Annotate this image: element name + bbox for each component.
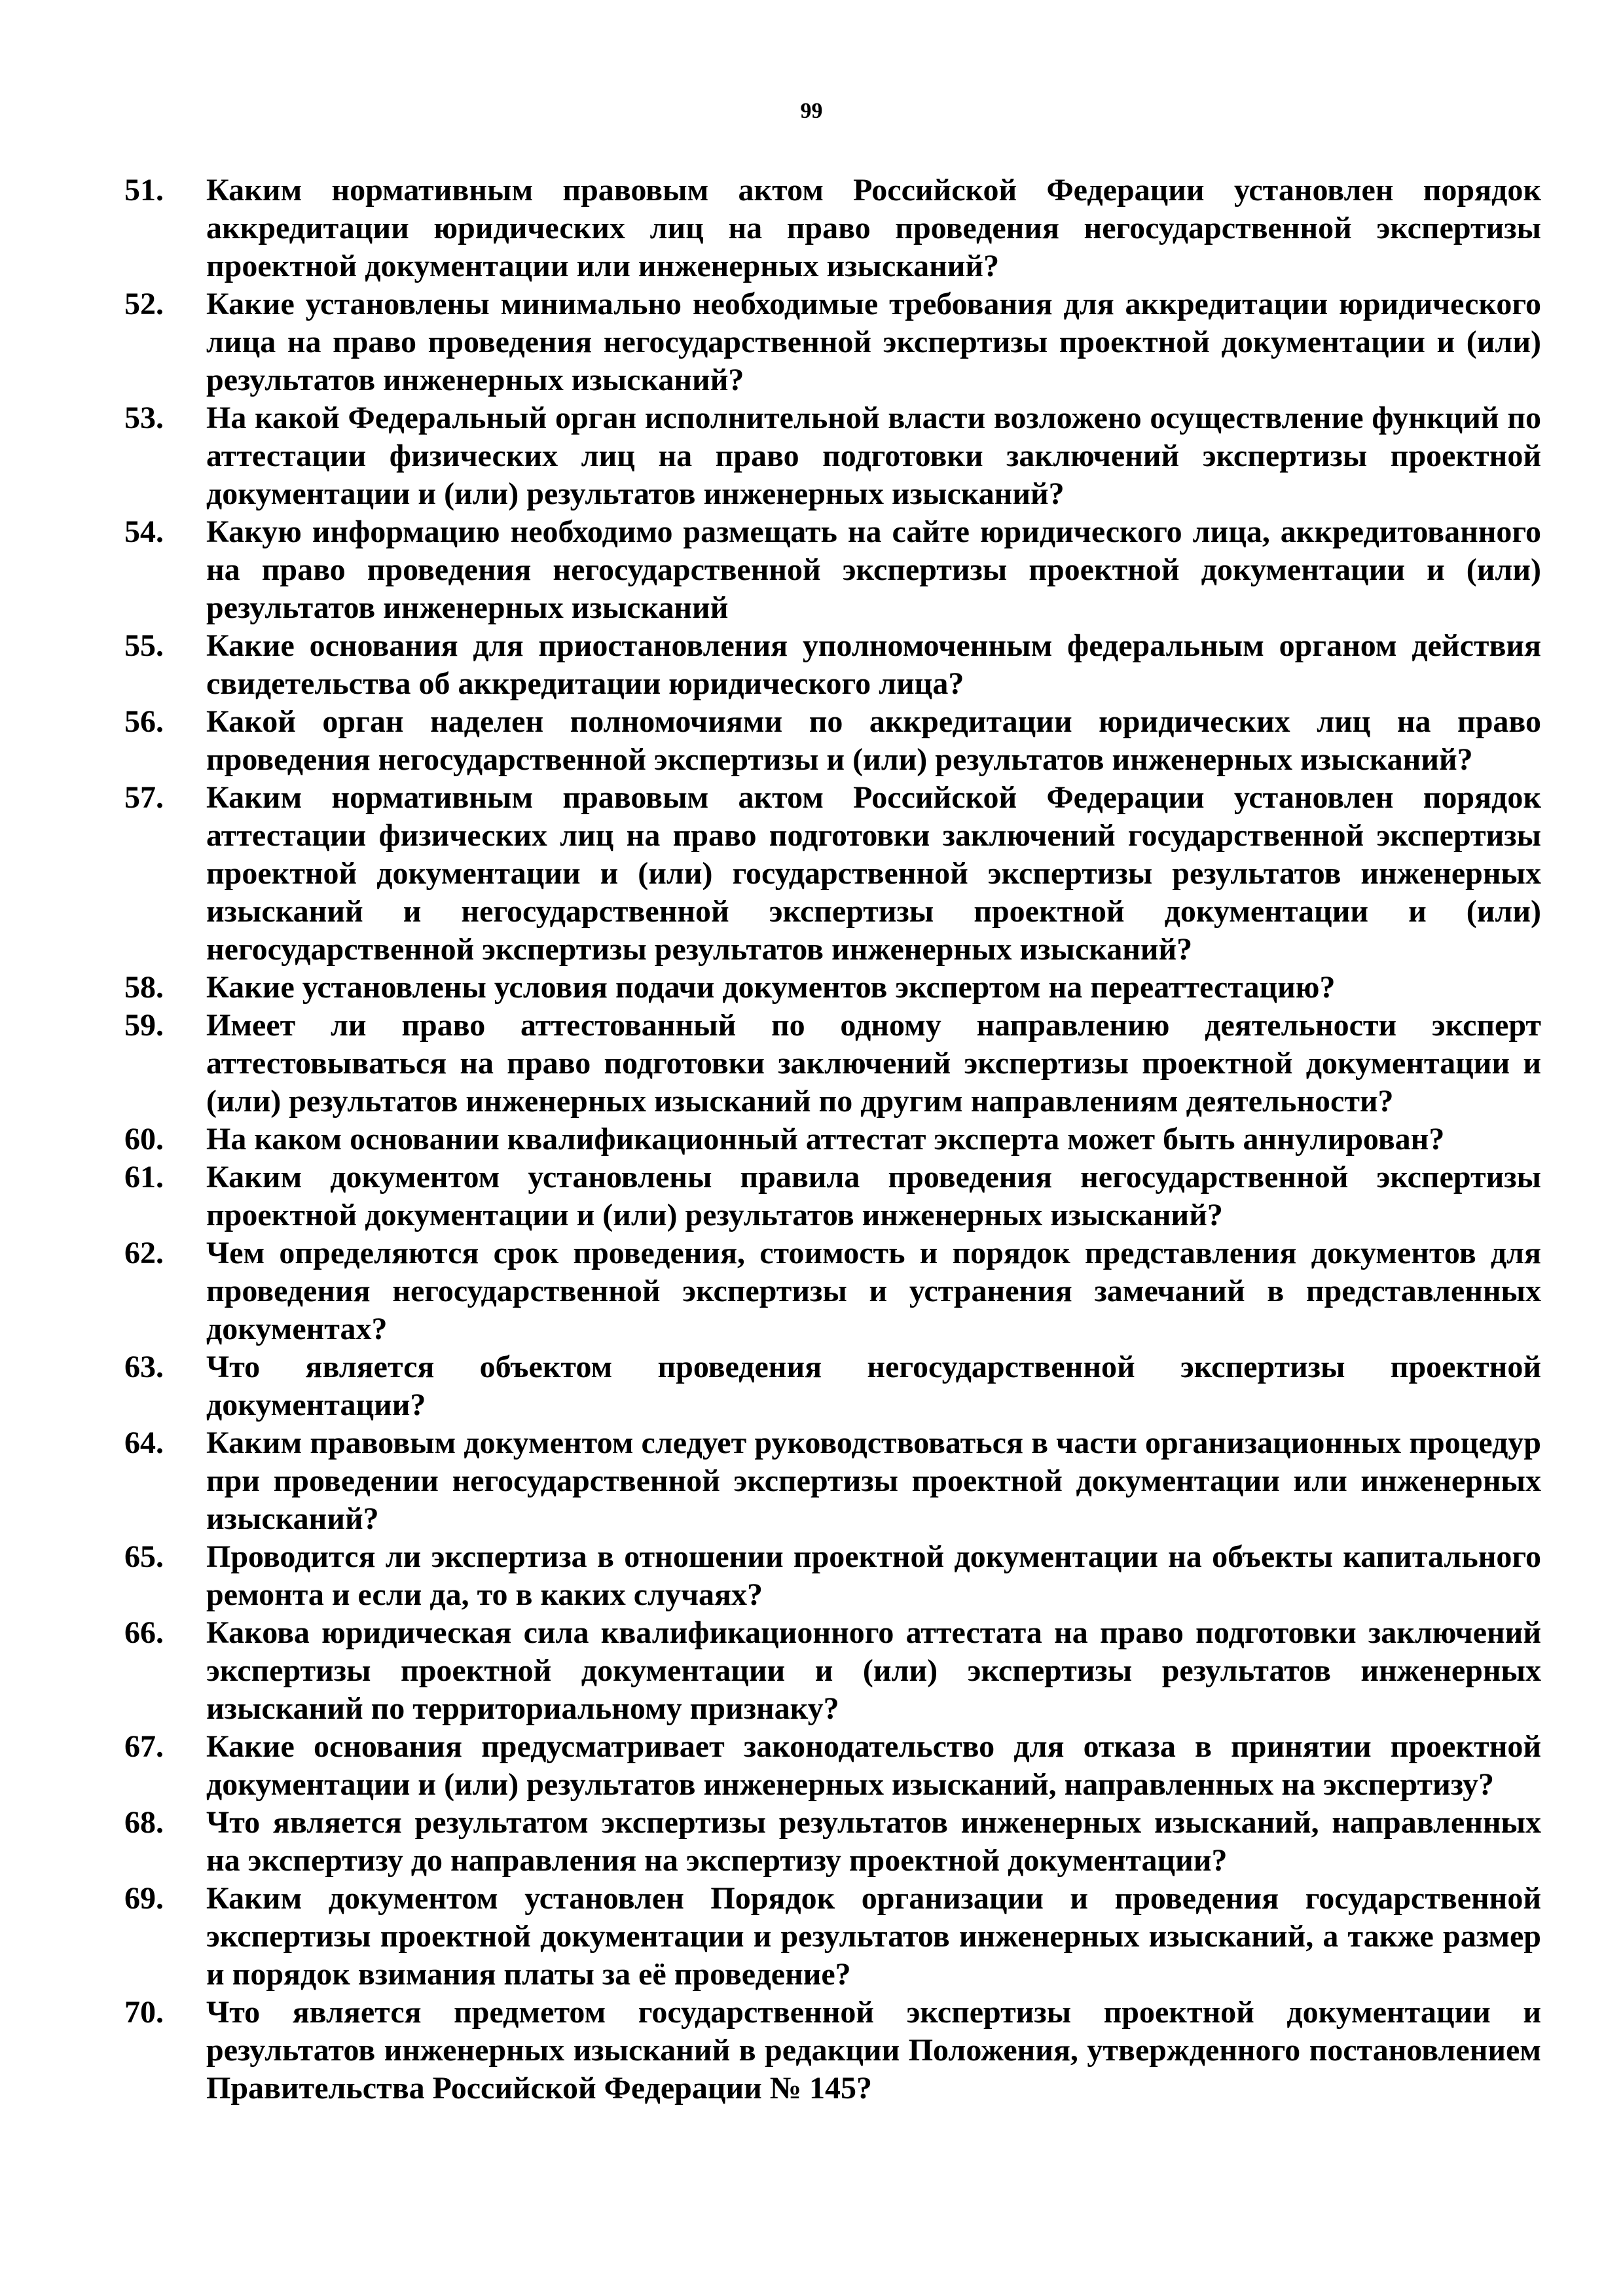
- question-text: Какова юридическая сила квалификационного аттестата на право подготовки заключений экспертизы проектной документации и (или) экспертизы результатов инженерных изысканий по территориальному признаку?: [206, 1615, 1541, 1726]
- question-number: 58.: [124, 970, 164, 1005]
- question-text: Что является объектом проведения негосударственной экспертизы проектной документации?: [206, 1350, 1541, 1422]
- question-text: Проводится ли экспертиза в отношении проектной документации на объекты капитального ремонта и если да, то в каких случаях?: [206, 1539, 1541, 1612]
- question-text: На каком основании квалификационный аттестат эксперта может быть аннулирован?: [206, 1122, 1445, 1157]
- question-text: Имеет ли право аттестованный по одному направлению деятельности эксперт аттестовываться на право подготовки заключений экспертизы проектной документации и (или) результатов инженерных изысканий по другим направлениям деятельности?: [206, 1008, 1541, 1119]
- question-item: [124, 1728, 1541, 1804]
- question-number: 53.: [124, 401, 164, 435]
- question-number: 54.: [124, 514, 164, 549]
- question-text: Каким документом установлен Порядок организации и проведения государственной экспертизы проектной документации и результатов инженерных изысканий, а также размер и порядок взимания платы за её проведение?: [206, 1881, 1541, 1992]
- page-number: 99: [800, 99, 823, 123]
- question-item: [124, 399, 1541, 513]
- question-number: 56.: [124, 704, 164, 739]
- question-text: Каким нормативным правовым актом Российской Федерации установлен порядок аттестации физических лиц на право подготовки заключений государственной экспертизы проектной документации и (или) государственной экспертизы результатов инженерных изысканий и негосударственной экспертизы проектной документации и (или) негосударственной экспертизы результатов инженерных изысканий?: [206, 780, 1541, 967]
- question-text: Какие основания предусматривает законодательство для отказа в принятии проектной документации и (или) результатов инженерных изысканий, направленных на экспертизу?: [206, 1729, 1541, 1802]
- question-item: [124, 1424, 1541, 1538]
- question-text: Что является результатом экспертизы результатов инженерных изысканий, направленных на экспертизу до направления на экспертизу проектной документации?: [206, 1805, 1541, 1878]
- question-item: [124, 285, 1541, 399]
- question-number: 51.: [124, 173, 164, 207]
- question-list: [124, 171, 1541, 2108]
- question-text: Какой орган наделен полномочиями по аккредитации юридических лиц на право проведения негосударственной экспертизы и (или) результатов инженерных изысканий?: [206, 704, 1541, 777]
- question-text: Каким документом установлены правила проведения негосударственной экспертизы проектной документации и (или) результатов инженерных изысканий?: [206, 1160, 1541, 1232]
- question-number: 69.: [124, 1881, 164, 1916]
- question-number: 63.: [124, 1350, 164, 1384]
- question-number: 59.: [124, 1008, 164, 1043]
- question-text: На какой Федеральный орган исполнительной власти возложено осуществление функций по аттестации физических лиц на право подготовки заключений экспертизы проектной документации и (или) результатов инженерных изысканий?: [206, 401, 1541, 511]
- question-item: [124, 1234, 1541, 1348]
- question-text: Какие установлены условия подачи документов экспертом на переаттестацию?: [206, 970, 1336, 1005]
- question-number: 66.: [124, 1615, 164, 1650]
- question-item: [124, 703, 1541, 779]
- question-number: 55.: [124, 628, 164, 663]
- question-number: 57.: [124, 780, 164, 815]
- question-text: Что является предметом государственной экспертизы проектной документации и результатов инженерных изысканий в редакции Положения, утвержденного постановлением Правительства Российской Федерации № 145?: [206, 1995, 1541, 2106]
- question-number: 61.: [124, 1160, 164, 1194]
- question-item: [124, 1538, 1541, 1614]
- question-item: [124, 1348, 1541, 1424]
- question-text: Каким нормативным правовым актом Российской Федерации установлен порядок аккредитации юридических лиц на право проведения негосударственной экспертизы проектной документации или инженерных изысканий?: [206, 173, 1541, 283]
- question-number: 62.: [124, 1236, 164, 1270]
- question-item: [124, 627, 1541, 703]
- question-item: [124, 1158, 1541, 1234]
- question-text: Каким правовым документом следует руководствоваться в части организационных процедур при проведении негосударственной экспертизы проектной документации или инженерных изысканий?: [206, 1426, 1541, 1536]
- question-number: 67.: [124, 1729, 164, 1764]
- question-item: [124, 969, 1541, 1007]
- question-text: Какие установлены минимально необходимые требования для аккредитации юридического лица на право проведения негосударственной экспертизы проектной документации и (или) результатов инженерных изысканий?: [206, 287, 1541, 397]
- question-item: [124, 171, 1541, 285]
- question-number: 60.: [124, 1122, 164, 1157]
- question-text: Какую информацию необходимо размещать на сайте юридического лица, аккредитованного на право проведения негосударственной экспертизы проектной документации и (или) результатов инженерных изысканий: [206, 514, 1541, 625]
- question-number: 70.: [124, 1995, 164, 2030]
- question-item: [124, 1007, 1541, 1121]
- question-number: 64.: [124, 1426, 164, 1460]
- question-item: [124, 1804, 1541, 1880]
- question-number: 68.: [124, 1805, 164, 1840]
- question-item: [124, 1121, 1541, 1158]
- question-number: 52.: [124, 287, 164, 321]
- question-item: [124, 1880, 1541, 1994]
- question-item: [124, 513, 1541, 627]
- question-item: [124, 1994, 1541, 2108]
- question-number: 65.: [124, 1539, 164, 1574]
- question-text: Чем определяются срок проведения, стоимость и порядок представления документов для проведения негосударственной экспертизы и устранения замечаний в представленных документах?: [206, 1236, 1541, 1346]
- question-item: [124, 1614, 1541, 1728]
- question-text: Какие основания для приостановления уполномоченным федеральным органом действия свидетельства об аккредитации юридического лица?: [206, 628, 1541, 701]
- question-item: [124, 779, 1541, 969]
